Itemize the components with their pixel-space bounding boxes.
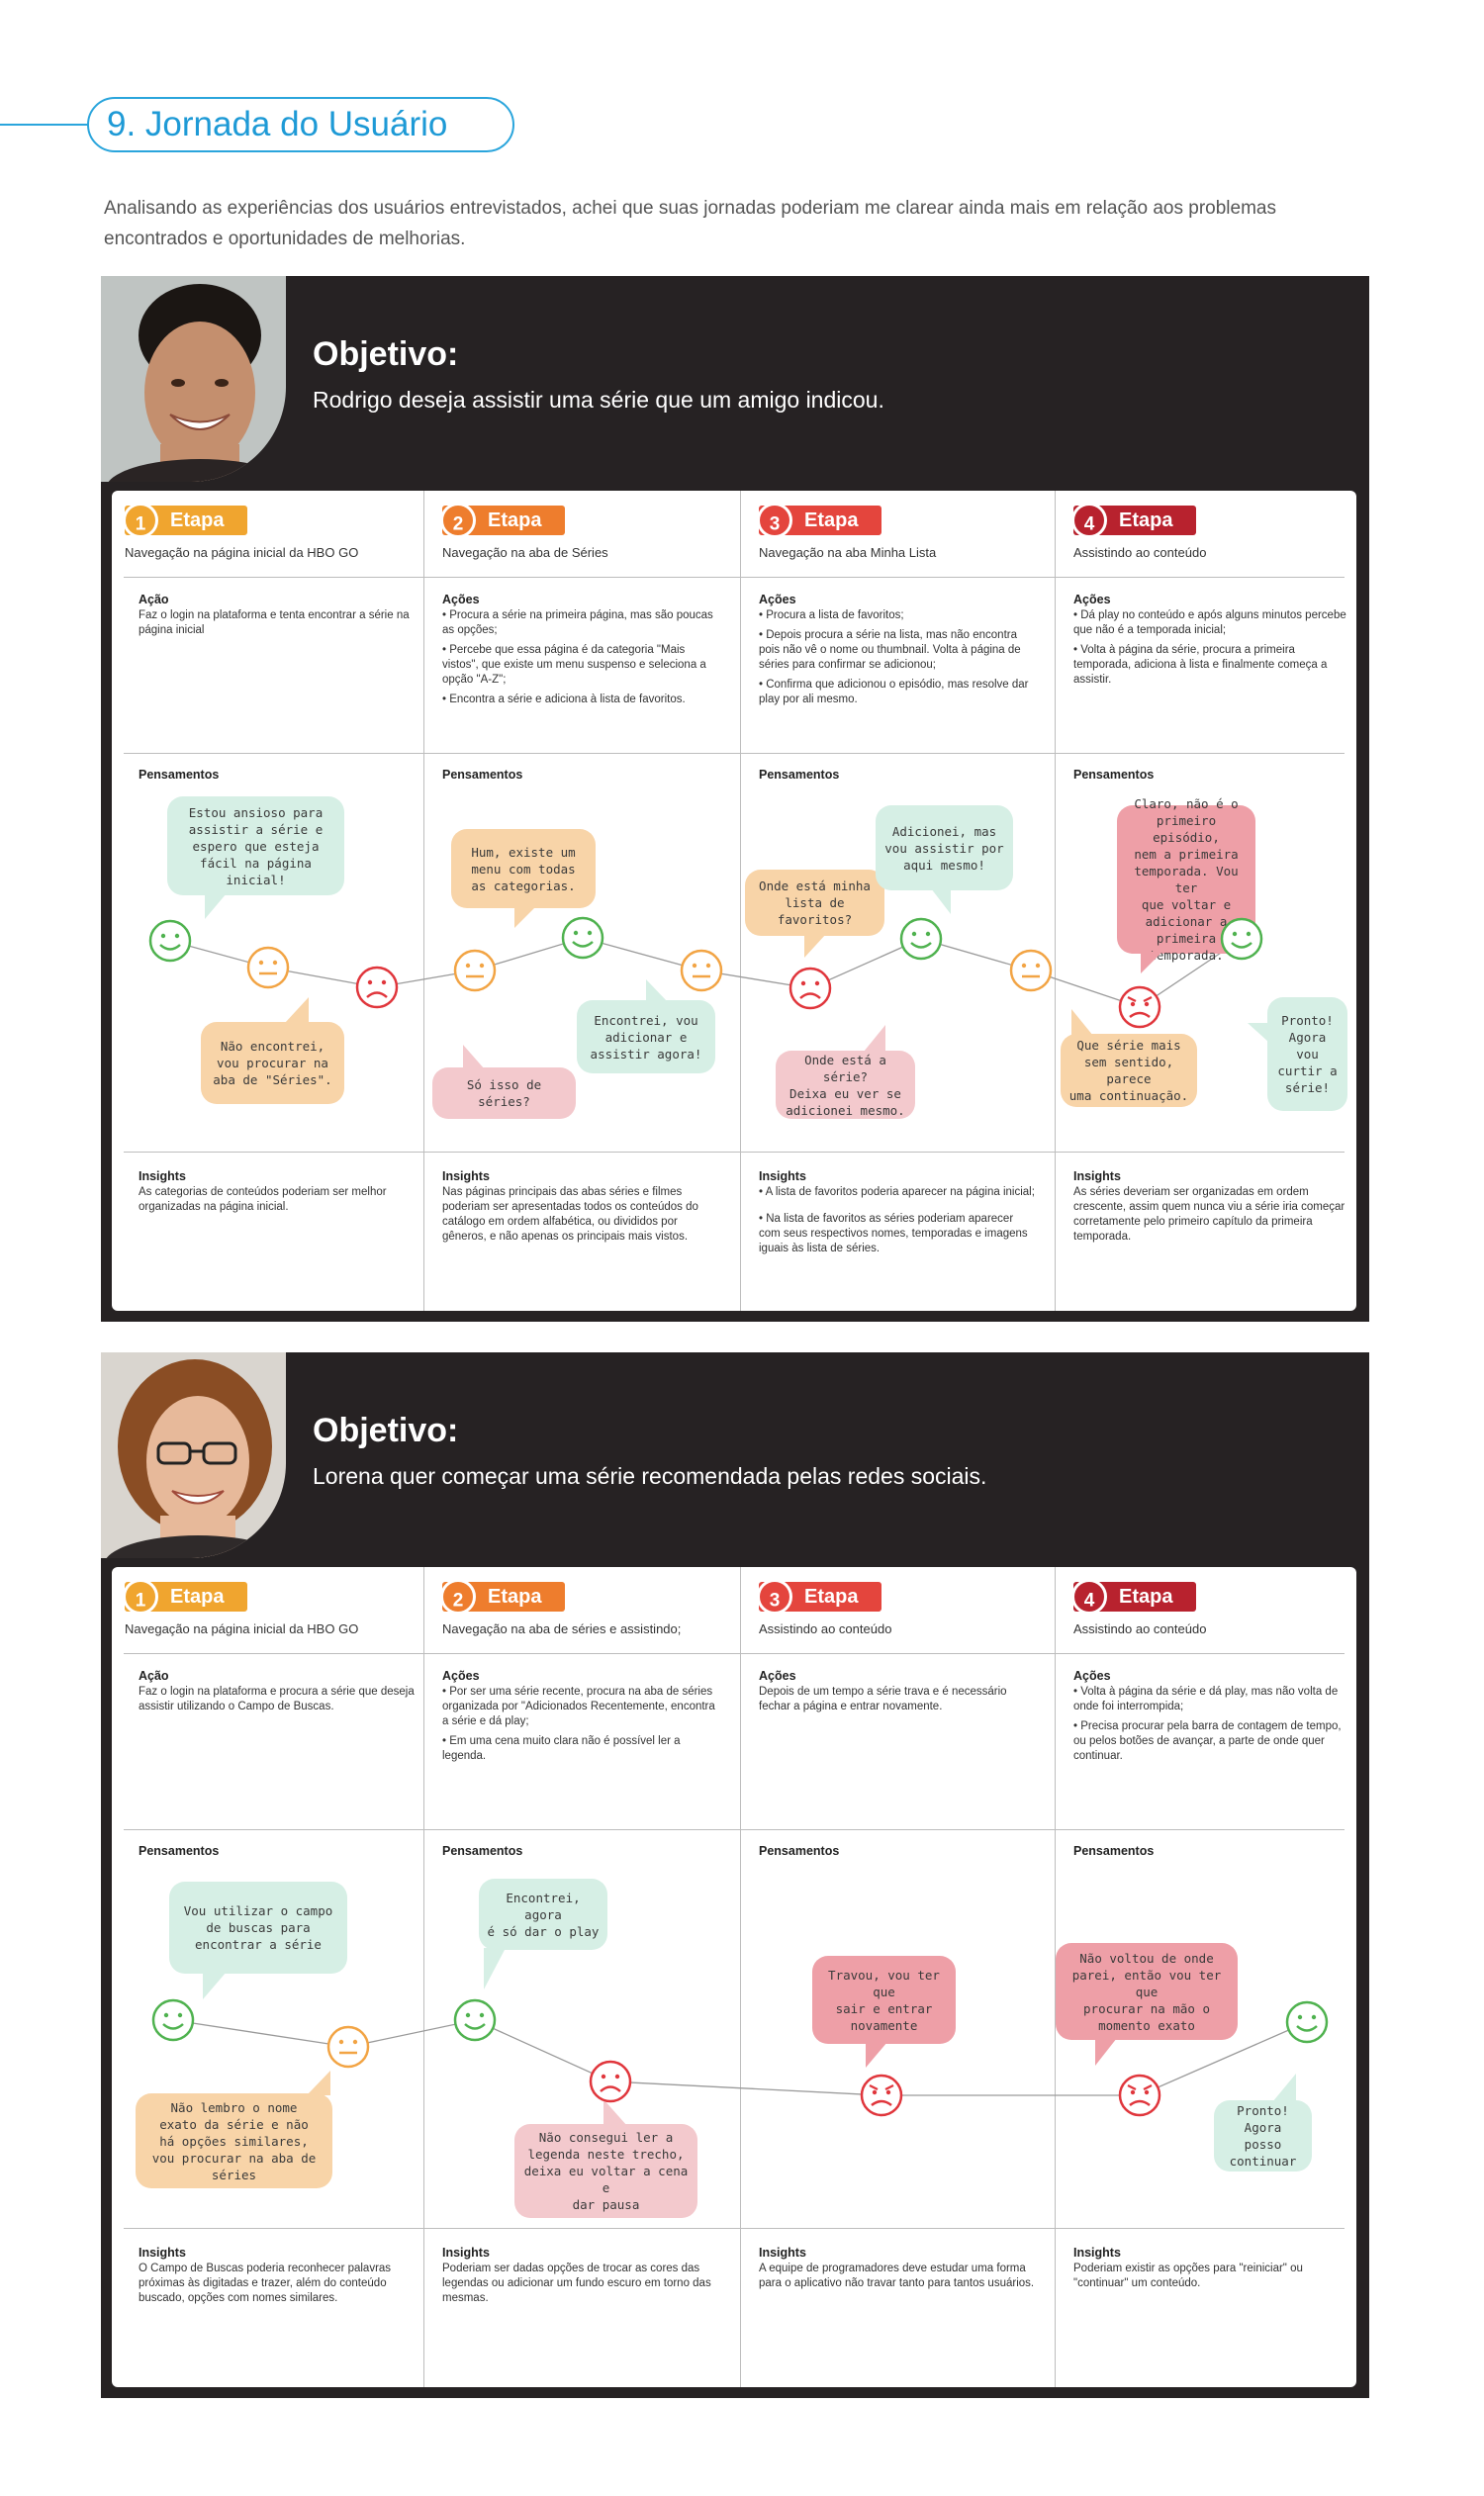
etapa-number: 3 bbox=[757, 1579, 792, 1615]
stage-title: Assistindo ao conteúdo bbox=[759, 1621, 892, 1636]
insight-text: A equipe de programadores deve estudar uma forma para o aplicativo não travar tanto para tantos usuários. bbox=[759, 2263, 1035, 2289]
neutral-face-icon bbox=[1009, 949, 1053, 992]
thought-bubble: Não consegui ler a legenda neste trecho, deixa eu voltar a cena e dar pausa bbox=[514, 2124, 697, 2218]
etapa-label: Etapa bbox=[804, 1586, 859, 1608]
etapa-number: 2 bbox=[440, 503, 476, 538]
bubble-tail bbox=[1071, 1009, 1093, 1036]
stage-title: Navegação na aba de séries e assistindo; bbox=[442, 1621, 682, 1636]
thought-bubble: Não encontrei, vou procurar na aba de "Séries". bbox=[201, 1022, 344, 1104]
avatar-photo bbox=[101, 276, 286, 482]
etapa-number: 1 bbox=[123, 1579, 158, 1615]
action-item: • Procura a série na primeira página, mas são poucas as opções; bbox=[442, 609, 713, 636]
action-label: Ação bbox=[139, 593, 169, 606]
objective-text: Rodrigo deseja assistir uma série que um amigo indicou. bbox=[313, 387, 884, 413]
stage-title: Navegação na aba Minha Lista bbox=[759, 545, 937, 560]
bubble-tail bbox=[1272, 2074, 1296, 2102]
bubble-tail bbox=[1248, 1023, 1269, 1043]
action-item: • Precisa procurar pela barra de contagem de tempo, ou pelos botões de avançar, a parte de onde quer continuar. bbox=[1073, 1720, 1342, 1762]
bubble-tail bbox=[1141, 952, 1162, 973]
neutral-face-icon bbox=[453, 949, 497, 992]
insight-text: Poderiam existir as opções para "reiniciar" ou "continuar" um conteúdo. bbox=[1073, 2263, 1303, 2289]
thoughts-label: Pensamentos bbox=[442, 768, 523, 782]
action-item: • Em uma cena muito clara não é possível ler a legenda. bbox=[442, 1735, 681, 1762]
bubble-tail bbox=[205, 893, 227, 919]
bubble-tail bbox=[931, 888, 951, 914]
happy-face-icon bbox=[1285, 2000, 1329, 2044]
insights-label: Insights bbox=[1073, 1169, 1121, 1183]
etapa-label: Etapa bbox=[488, 509, 542, 531]
section-title: 9. Jornada do Usuário bbox=[87, 97, 514, 152]
action-label: Ações bbox=[759, 593, 796, 606]
thought-bubble: Hum, existe um menu com todas as categorias. bbox=[451, 829, 596, 908]
section-title-line bbox=[0, 124, 89, 126]
etapa-label: Etapa bbox=[488, 1586, 542, 1608]
etapa-number: 3 bbox=[757, 503, 792, 538]
objective-title: Objetivo: bbox=[313, 335, 459, 373]
thoughts-label: Pensamentos bbox=[759, 1844, 840, 1858]
stage-title: Navegação na página inicial da HBO GO bbox=[125, 1621, 359, 1636]
neutral-face-icon bbox=[326, 2025, 370, 2069]
insight-text: O Campo de Buscas poderia reconhecer palavras próximas às digitadas e trazer, além do conteúdo buscado, opções com nomes similares. bbox=[139, 2263, 392, 2304]
action-label: Ação bbox=[139, 1669, 169, 1683]
etapa-label: Etapa bbox=[170, 1586, 225, 1608]
happy-face-icon bbox=[148, 919, 192, 963]
bubble-tail bbox=[203, 1972, 227, 1999]
stage-title: Navegação na aba de Séries bbox=[442, 545, 608, 560]
angry-face-icon bbox=[860, 2074, 903, 2117]
thoughts-label: Pensamentos bbox=[139, 1844, 220, 1858]
bubble-tail bbox=[603, 2099, 627, 2126]
thought-bubble: Onde está minha lista de favoritos? bbox=[745, 870, 884, 936]
insights-label: Insights bbox=[442, 2246, 490, 2260]
thoughts-label: Pensamentos bbox=[442, 1844, 523, 1858]
thought-bubble: Encontrei, agora é só dar o play bbox=[479, 1879, 607, 1950]
row-divider bbox=[124, 2228, 1345, 2229]
action-label: Ações bbox=[759, 1669, 796, 1683]
neutral-face-icon bbox=[246, 946, 290, 989]
insight-text: As categorias de conteúdos poderiam ser melhor organizadas na página inicial. bbox=[139, 1186, 387, 1213]
sad-face-icon bbox=[355, 966, 399, 1009]
happy-face-icon bbox=[561, 916, 604, 960]
thought-bubble: Adicionei, mas vou assistir por aqui mesmo! bbox=[876, 805, 1013, 890]
action-item: • Dá play no conteúdo e após alguns minutos percebe que não é a temporada inicial; bbox=[1073, 609, 1346, 636]
action-item: Faz o login na plataforma e procura a série que deseja assistir utilizando o Campo de Buscas. bbox=[139, 1686, 415, 1712]
action-item: • Percebe que essa página é da categoria "Mais vistos", que existe um menu suspenso e seleciona a opção "A-Z"; bbox=[442, 644, 706, 686]
action-item: Faz o login na plataforma e tenta encontrar a série na página inicial bbox=[139, 609, 410, 636]
angry-face-icon bbox=[1118, 985, 1161, 1029]
insights-label: Insights bbox=[759, 2246, 806, 2260]
stage-title: Navegação na página inicial da HBO GO bbox=[125, 545, 359, 560]
bubble-tail bbox=[1095, 2038, 1117, 2066]
action-label: Ações bbox=[1073, 593, 1111, 606]
action-item: • Procura a lista de favoritos; bbox=[759, 609, 904, 621]
insight-text bbox=[759, 1185, 1036, 1261]
angry-face-icon bbox=[1118, 2074, 1161, 2117]
thought-bubble: Que série mais sem sentido, parece uma continuação. bbox=[1061, 1034, 1197, 1107]
thought-bubble: Só isso de séries? bbox=[432, 1067, 576, 1119]
sad-face-icon bbox=[788, 967, 832, 1010]
thought-bubble: Não lembro o nome exato da série e não há opções similares, vou procurar na aba de séries bbox=[136, 2093, 332, 2188]
insights-label: Insights bbox=[139, 1169, 186, 1183]
insights-label: Insights bbox=[759, 1169, 806, 1183]
etapa-number: 2 bbox=[440, 1579, 476, 1615]
thought-bubble: Travou, vou ter que sair e entrar novamente bbox=[812, 1956, 956, 2044]
bubble-tail bbox=[307, 2071, 330, 2095]
etapa-number: 1 bbox=[123, 503, 158, 538]
thought-bubble: Pronto! Agora vou curtir a série! bbox=[1267, 997, 1347, 1111]
sad-face-icon bbox=[589, 2060, 632, 2103]
stage-title: Assistindo ao conteúdo bbox=[1073, 545, 1207, 560]
action-item: • Encontra a série e adiciona à lista de favoritos. bbox=[442, 693, 686, 705]
thought-bubble: Claro, não é o primeiro episódio, nem a primeira temporada. Vou ter que voltar e adicionar a primeira temporada. bbox=[1117, 805, 1255, 954]
objective-text: Lorena quer começar uma série recomendada pelas redes sociais. bbox=[313, 1463, 987, 1489]
thought-bubble: Encontrei, vou adicionar e assistir agora! bbox=[577, 1000, 715, 1073]
bubble-tail bbox=[804, 934, 826, 958]
bubble-tail bbox=[463, 1045, 485, 1069]
thought-bubble: Pronto! Agora posso continuar bbox=[1214, 2100, 1312, 2172]
action-item: • Confirma que adicionou o episódio, mas resolve dar play por ali mesmo. bbox=[759, 679, 1029, 705]
bubble-tail bbox=[646, 979, 668, 1002]
journey-lorena bbox=[101, 1352, 1369, 2398]
stage-title: Assistindo ao conteúdo bbox=[1073, 1621, 1207, 1636]
thought-bubble: Estou ansioso para assistir a série e espero que esteja fácil na página inicial! bbox=[167, 796, 344, 895]
thoughts-label: Pensamentos bbox=[1073, 768, 1155, 782]
action-item: • Por ser uma série recente, procura na aba de séries organizada por "Adicionados Recentemente, encontra a série e dá play; bbox=[442, 1686, 715, 1727]
bubble-tail bbox=[514, 906, 536, 928]
insights-label: Insights bbox=[139, 2246, 186, 2260]
neutral-face-icon bbox=[680, 949, 723, 992]
journey-card bbox=[112, 491, 1356, 1311]
happy-face-icon bbox=[899, 917, 943, 961]
action-label: Ações bbox=[1073, 1669, 1111, 1683]
bubble-tail bbox=[484, 1948, 506, 1989]
happy-face-icon bbox=[1220, 917, 1263, 961]
thought-bubble: Não voltou de onde parei, então vou ter que procurar na mão o momento exato bbox=[1056, 1943, 1238, 2040]
action-item: Depois de um tempo a série trava e é necessário fechar a página e entrar novamente. bbox=[759, 1686, 1007, 1712]
etapa-label: Etapa bbox=[804, 509, 859, 531]
action-item: • Depois procura a série na lista, mas não encontra pois não vê o nome ou thumbnail. Volta à página de séries para confirmar se adicionou; bbox=[759, 629, 1021, 671]
action-item: • Volta à página da série, procura a primeira temporada, adiciona à lista e finalmente começa a assistir. bbox=[1073, 644, 1328, 686]
insights-label: Insights bbox=[442, 1169, 490, 1183]
bubble-tail bbox=[866, 2042, 887, 2068]
thoughts-label: Pensamentos bbox=[139, 768, 220, 782]
row-divider bbox=[124, 1152, 1345, 1153]
insight-item: • A lista de favoritos poderia aparecer na página inicial; bbox=[759, 1186, 1035, 1198]
insight-text: As séries deveriam ser organizadas em ordem crescente, assim quem nunca viu a série iria começar corretamente pelo primeiro capítulo da primeira temporada. bbox=[1073, 1186, 1345, 1243]
thoughts-label: Pensamentos bbox=[759, 768, 840, 782]
action-label: Ações bbox=[442, 1669, 480, 1683]
section-intro: Analisando as experiências dos usuários entrevistados, achei que suas jornadas poderiam me clarear ainda mais em relação aos problemas encontrados e oportunidades de melhorias. bbox=[104, 198, 1276, 249]
happy-face-icon bbox=[151, 1998, 195, 2042]
happy-face-icon bbox=[453, 1998, 497, 2042]
bubble-tail bbox=[864, 1025, 885, 1052]
thoughts-label: Pensamentos bbox=[1073, 1844, 1155, 1858]
bubble-tail bbox=[285, 997, 309, 1023]
insight-item: • Na lista de favoritos as séries poderiam aparecer com seus respectivos nomes, temporadas e imagens iguais às lista de séries. bbox=[759, 1213, 1028, 1254]
etapa-label: Etapa bbox=[170, 509, 225, 531]
etapa-number: 4 bbox=[1071, 503, 1107, 538]
thought-bubble: Vou utilizar o campo de buscas para encontrar a série bbox=[169, 1882, 347, 1974]
insight-text: Poderiam ser dadas opções de trocar as cores das legendas ou adicionar um fundo escuro em torno das mesmas. bbox=[442, 2263, 711, 2304]
insight-text: Nas páginas principais das abas séries e filmes poderiam ser apresentadas todos os conteúdos do catálogo em ordem alfabética, ou divididos por gêneros, e não apenas os principais mais vistos. bbox=[442, 1186, 698, 1243]
action-item: • Volta à página da série e dá play, mas não volta de onde foi interrompida; bbox=[1073, 1686, 1339, 1712]
etapa-number: 4 bbox=[1071, 1579, 1107, 1615]
avatar-photo bbox=[101, 1352, 286, 1558]
action-label: Ações bbox=[442, 593, 480, 606]
thought-bubble: Onde está a série? Deixa eu ver se adicionei mesmo. bbox=[776, 1051, 915, 1119]
journey-rodrigo bbox=[101, 276, 1369, 1322]
journey-card bbox=[112, 1567, 1356, 2387]
objective-title: Objetivo: bbox=[313, 1412, 459, 1449]
insights-label: Insights bbox=[1073, 2246, 1121, 2260]
etapa-label: Etapa bbox=[1119, 509, 1173, 531]
etapa-label: Etapa bbox=[1119, 1586, 1173, 1608]
